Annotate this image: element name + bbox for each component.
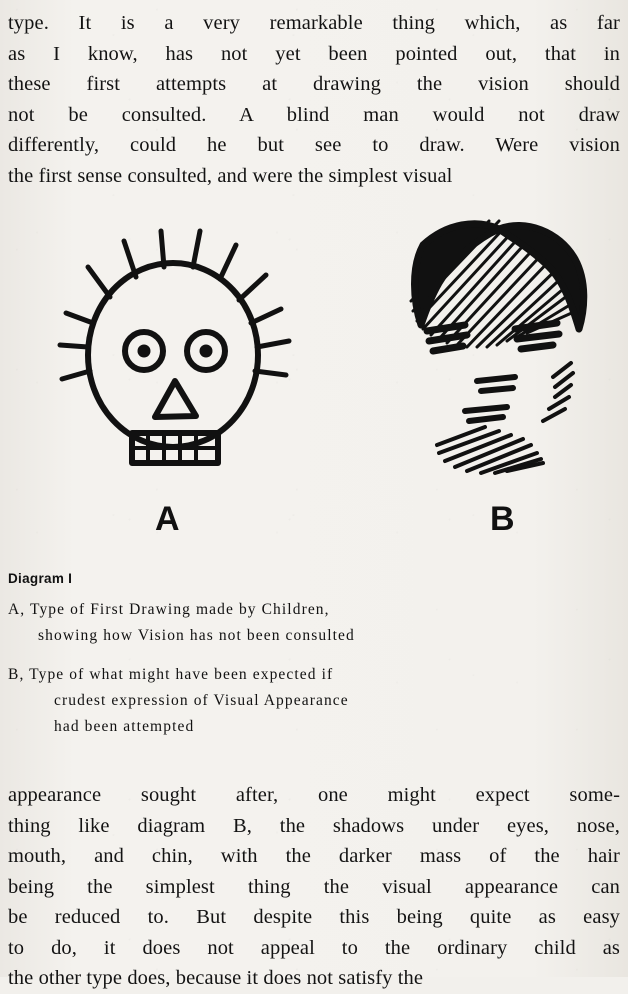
paragraph-line: appearance sought after, one might expect some-	[8, 784, 620, 806]
paragraph-line: not be consulted. A blind man would not draw	[8, 103, 620, 126]
figure-label-a: A	[155, 500, 181, 538]
paragraph-line: the first sense consulted, and were the simplest visual	[8, 164, 453, 187]
paragraph-line: type. It is a very remarkable thing which, as far	[8, 12, 620, 34]
diagram-caption-heading: Diagram I	[8, 571, 73, 586]
caption-line	[8, 596, 620, 622]
shaded-face-drawing-icon	[403, 205, 618, 535]
figure-label-b: B	[490, 500, 516, 538]
caption-line	[8, 713, 620, 739]
paragraph-line: as I know, has not yet been pointed out, that in	[8, 42, 620, 65]
caption-spacer	[8, 752, 620, 778]
caption-text: had been attempted	[54, 718, 195, 735]
child-drawing-face-outline-icon	[48, 205, 298, 535]
paragraph-line: thing like diagram B, the shadows under eyes, nose,	[8, 814, 620, 837]
paragraph-line: being the simplest thing the visual appearance can	[8, 875, 620, 898]
caption-line	[8, 661, 620, 687]
caption-text: showing how Vision has not been consulted	[38, 627, 355, 644]
caption-text: crudest expression of Visual Appearance	[54, 692, 349, 709]
top-paragraph	[8, 0, 620, 191]
paragraph-line: mouth, and chin, with the darker mass of the hair	[8, 845, 620, 867]
paragraph-line: the other type does, because it does not satisfy the	[8, 967, 424, 989]
paragraph-line: these first attempts at drawing the vision should	[8, 73, 620, 95]
caption-text: B, Type of what might have been expected if	[8, 666, 334, 683]
bottom-paragraph	[8, 778, 620, 994]
caption-line	[8, 687, 620, 713]
caption-entry-a	[8, 596, 620, 648]
caption-text: A, Type of First Drawing made by Children,	[8, 601, 330, 618]
caption-entry-b	[8, 661, 620, 739]
paragraph-line: be reduced to. But despite this being quite as easy	[8, 906, 620, 928]
paragraph-line: to do, it does not appeal to the ordinary child as	[8, 936, 620, 959]
caption-line	[8, 622, 620, 648]
paragraph-line: differently, could he but see to draw. Were vision	[8, 134, 620, 156]
diagram-figure	[8, 205, 620, 565]
